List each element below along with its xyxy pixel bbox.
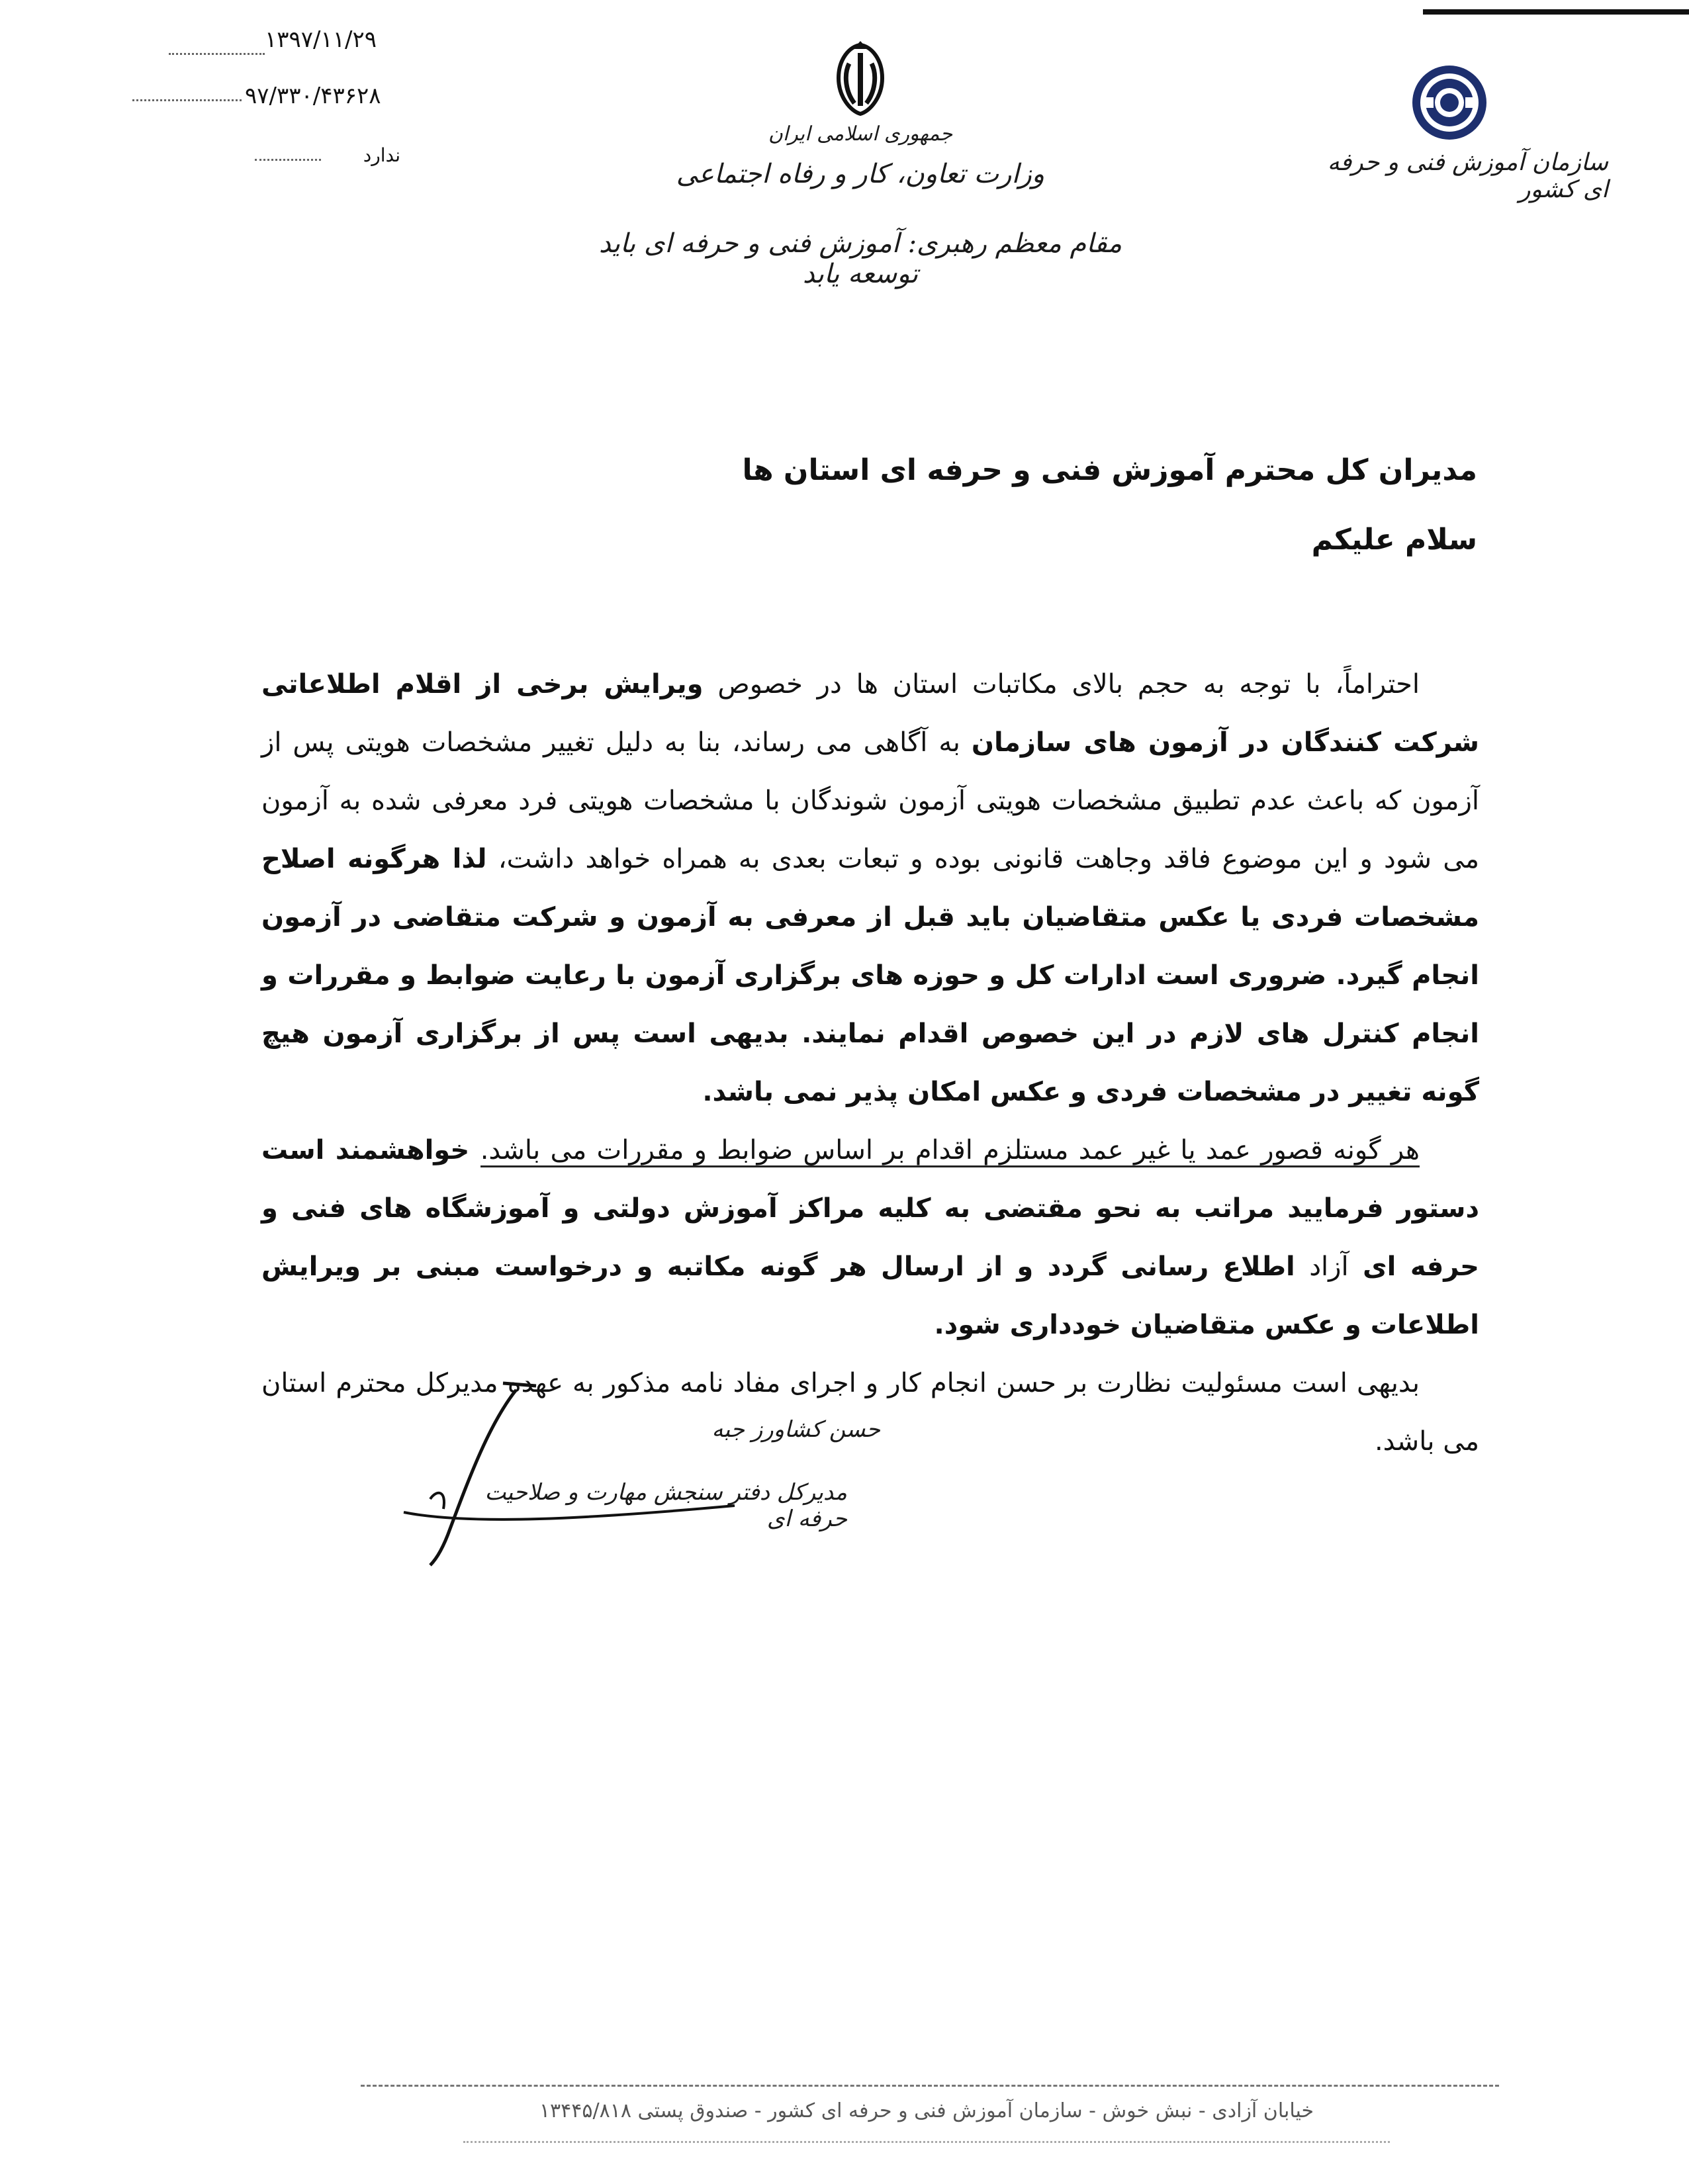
attachment-dots [255, 159, 321, 161]
p1-intro: احتراماً، با توجه به حجم بالای مکاتبات استان ها در خصوص [703, 669, 1420, 700]
number-dots [132, 99, 242, 101]
body-paragraph-2 [261, 1121, 1479, 1354]
body-paragraph-3: بدیهی است مسئولیت نظارت بر حسن انجام کار و اجرای مفاد نامه مذکور به عهده مدیرکل محترم استان می باشد. [261, 1368, 1479, 1457]
ministry-title: وزارت تعاون، کار و رفاه اجتماعی [676, 159, 1045, 189]
recipient: مدیران کل محترم آموزش فنی و حرفه ای استان ها [742, 453, 1477, 487]
letter-number: ۹۷/۳۳۰/۴۳۶۲۸ [245, 83, 381, 109]
date-dots [169, 53, 265, 55]
republic-title: جمهوری اسلامی ایران [768, 122, 953, 146]
p1-subject: ویرایش برخی از اقلام اطلاعاتی شرکت کنندگان در آزمون های سازمان [261, 669, 1479, 758]
organization-logo-icon [1410, 63, 1489, 142]
signer-title: مدیرکل دفتر سنجش مهارت و صلاحیت حرفه ای [484, 1479, 847, 1532]
p2-request: خواهشمند است دستور فرمایید مراتب به نحو مقتضی به کلیه مراکز آموزش دولتی و آموزشگاه های فنی و حرفه ای [261, 1135, 1479, 1282]
footer-address: خیابان آزادی - نبش خوش - سازمان آموزش فنی و حرفه ای کشور - صندوق پستی ۱۳۴۴۵/۸۱۸ [539, 2099, 1314, 2122]
organization-title: سازمان آموزش فنی و حرفه ای کشور [1327, 149, 1608, 203]
footer-divider [361, 2085, 1499, 2087]
p2-warning: هر گونه قصور عمد یا غیر عمد مستلزم اقدام بر اساس ضوابط و مقررات می باشد. [480, 1135, 1420, 1167]
scan-edge [1423, 9, 1689, 15]
handwritten-signature [390, 1377, 801, 1569]
footer-contact-dots [463, 2141, 1390, 2143]
p2-request-end: اطلاع رسانی گردد و از ارسال هر گونه مکاتبه و درخواست مبنی بر ویرایش اطلاعات و عکس متقاضیان خودداری شود. [261, 1251, 1479, 1340]
p2-free: آزاد [1309, 1251, 1349, 1282]
attachment-value: ندارد [363, 144, 400, 166]
greeting: سلام علیکم [1311, 523, 1477, 557]
letter-date: ۱۳۹۷/۱۱/۲۹ [265, 26, 377, 53]
p1-reason: به آگاهی می رساند، بنا به دلیل تغییر مشخصات هویتی پس از آزمون که باعث عدم تطبیق مشخصات هویتی آزمون شوندگان با مشخصات هویتی فرد معرفی شده به آزمون می شود و این موضوع فاقد وجاهت قانونی بوده و تبعات بعدی به همراه خواهد داشت، [261, 727, 1479, 874]
iran-emblem-icon [824, 40, 897, 119]
body-paragraph-1 [261, 655, 1479, 1121]
letter-body [261, 655, 1479, 1471]
p1-directive: لذا هرگونه اصلاح مشخصات فردی یا عکس متقاضیان باید قبل از معرفی به آزمون و شرکت متقاضی در آزمون انجام گیرد. ضروری است ادارات کل و حوزه های برگزاری آزمون با رعایت ضوابط و مقررات و انجام کنترل های لازم در این خصوص اقدام نمایند. بدیهی است پس از برگزاری آزمون هیچ گونه تغییر در مشخصات فردی و عکس امکان پذیر نمی باشد. [261, 844, 1479, 1107]
leader-motto: مقام معظم رهبری: آموزش فنی و حرفه ای باید توسعه یابد [598, 228, 1122, 289]
signer-name: حسن کشاورز جبه [711, 1416, 880, 1443]
